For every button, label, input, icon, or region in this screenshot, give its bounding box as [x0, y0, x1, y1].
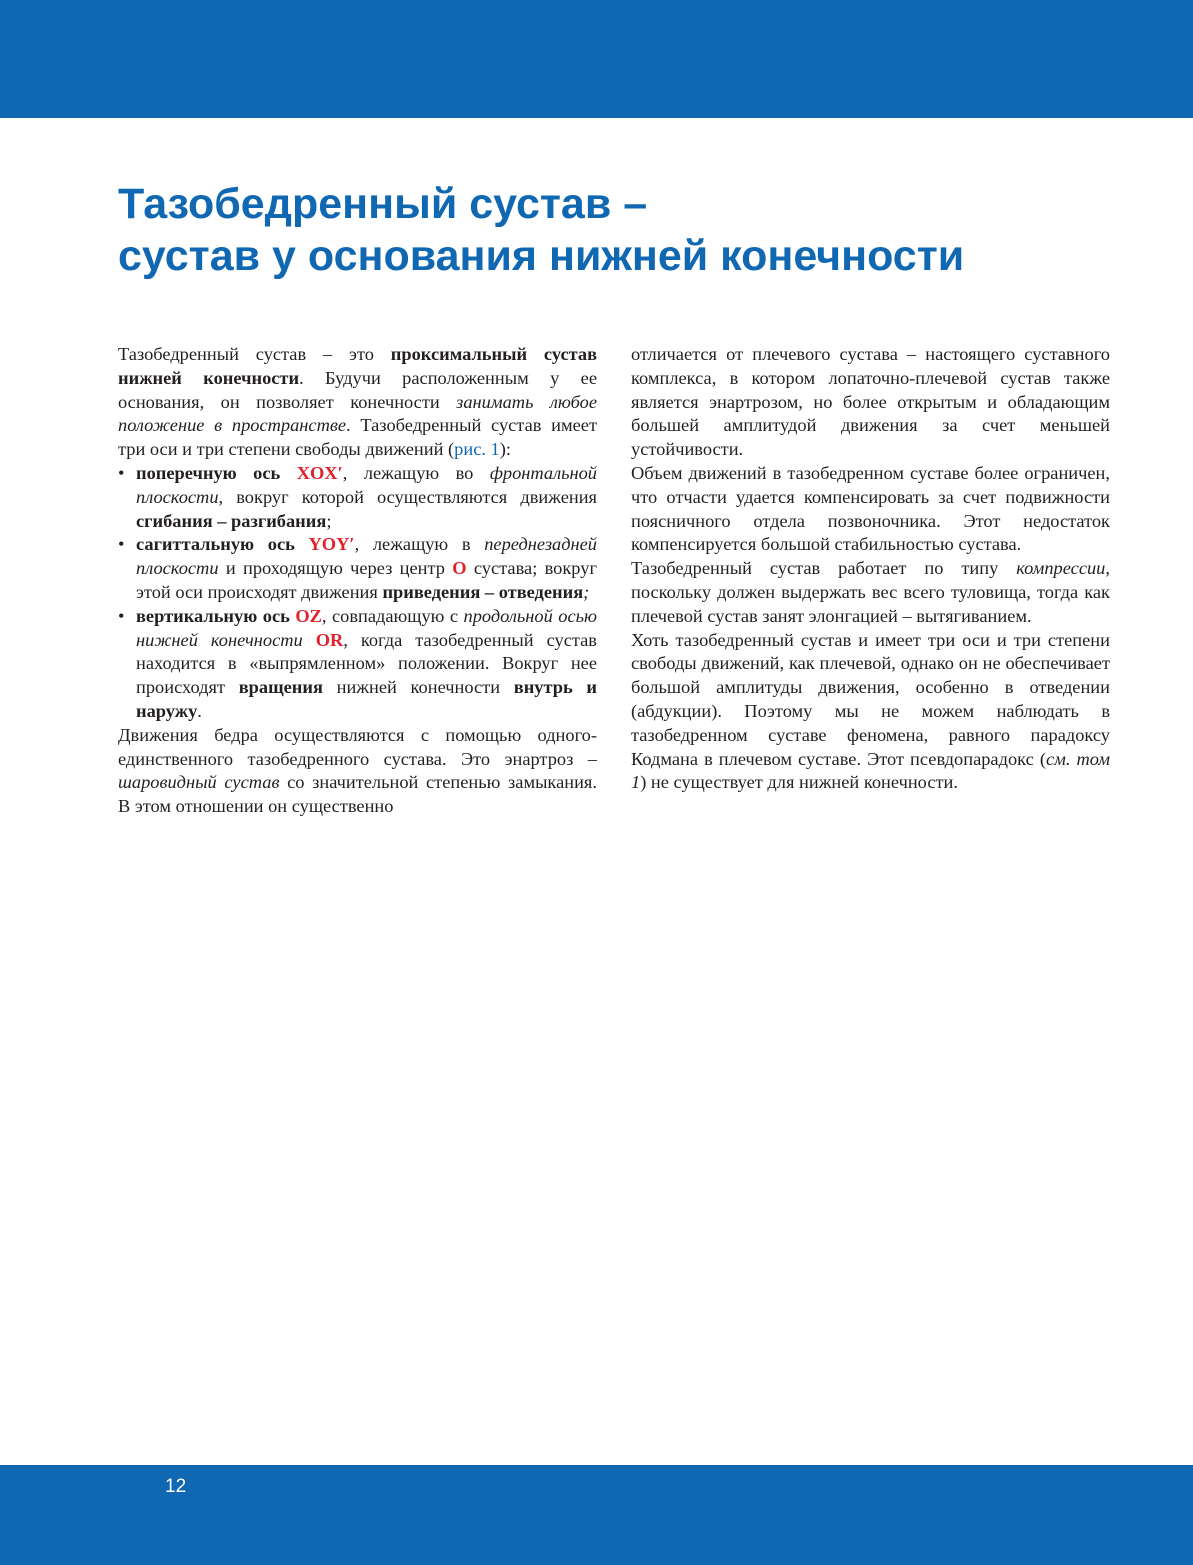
intro-paragraph: Тазобедренный сустав – это проксимальный сустав нижней конечности. Будучи расположенным у ее основания, он позволяет конечности занимать любое положение в пространстве. Тазобедренный сустав имеет три оси и три степени свободы движений (рис. 1): [118, 344, 598, 460]
page-number: 12 [165, 1476, 187, 1497]
axis-label: OR [315, 629, 344, 650]
paragraph: Хоть тазобедренный сустав и имеет три оси и три степени свободы движений, как плечевой, однако он не обеспечивает большой амплитуды движения, особенно в отведении (абдукции). Поэтому мы не можем наблюдать в тазобедренном суставе феномена, равного парадоксу Кодмана в плечевом суставе. Этот псевдопарадокс (см. том 1) не существует для нижней конечности. [631, 629, 1110, 793]
page-title [118, 178, 1098, 282]
list-item: • сагиттальную ось YOY′, лежащую в переднезадней плоскости и проходящую через центр O сустава; вокруг этой оси происходят движения приведения – отведения; [118, 534, 597, 602]
axis-label: YOY′ [308, 534, 355, 555]
right-column [631, 343, 1110, 795]
bullet-icon: • [118, 534, 125, 555]
paragraph: Объем движений в тазобедренном суставе более ограничен, что отчасти удается компенсировать за счет подвижности поясничного отдела позвоночника. Этот недостаток компенсируется большой стабильностью сустава. [631, 462, 1110, 555]
paragraph: Тазобедренный сустав работает по типу компрессии, поскольку должен выдержать вес всего туловища, тогда как плечевой сустав занят элонгацией – вытягиванием. [631, 558, 1110, 626]
list-item: • вертикальную ось OZ, совпадающую с продольной осью нижней конечности OR, когда тазобедренный сустав находится в «выпрямленном» положении. Вокруг нее происходят вращения нижней конечности внутрь и наружу. [118, 605, 597, 721]
title-line-1: Тазобедренный сустав – [118, 180, 648, 228]
axis-label: OZ [295, 605, 322, 626]
axis-label: XOX′ [296, 462, 343, 483]
left-column [118, 343, 597, 819]
title-line-2: сустав у основания нижней конечности [118, 232, 965, 280]
axes-list [118, 462, 597, 724]
header-band [0, 0, 1193, 118]
figure-link[interactable]: рис. 1 [454, 439, 500, 460]
list-item: • поперечную ось XOX′, лежащую во фронтальной плоскости, вокруг которой осуществляются движения сгибания – разгибания; [118, 462, 597, 531]
bullet-icon: • [118, 605, 125, 626]
axis-label: O [452, 558, 467, 579]
outro-paragraph: Движения бедра осуществляются с помощью одного-единственного тазобедренного сустава. Это энартроз – шаровидный сустав со значительной степенью замыкания. В этом отношении он существенно [118, 724, 597, 817]
paragraph: отличается от плечевого сустава – настоящего суставного комплекса, в котором лопаточно-плечевой сустав также является энартрозом, но более открытым и обладающим большей амплитудой движения за счет меньшей устойчивости. [631, 344, 1110, 460]
bullet-icon: • [118, 462, 125, 483]
